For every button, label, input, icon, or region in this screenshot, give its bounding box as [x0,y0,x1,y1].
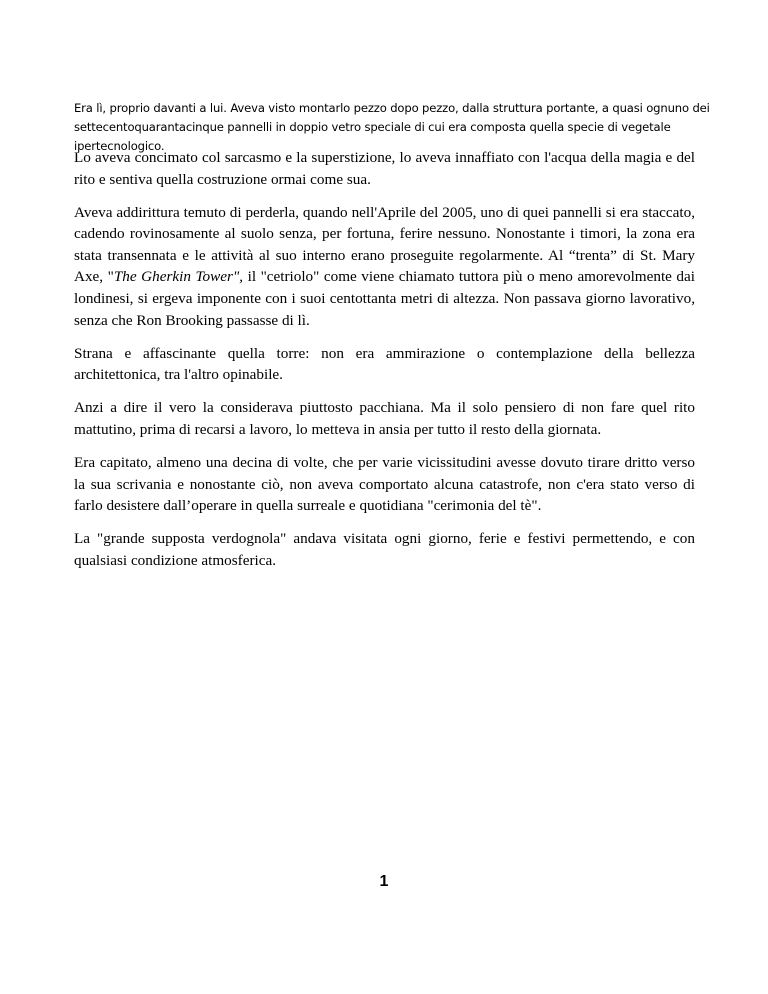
paragraph-1: Lo aveva concimato col sarcasmo e la superstizione, lo aveva innaffiato con l'acqua della magia e del rito e sentiva quella costruzione ormai come sua. [74,149,695,188]
paragraph-2 [74,202,695,332]
paragraph-2-text-end: il "cetriolo" come viene chiamato tuttora più o meno amorevolmente dai londinesi, si ergeva imponente con i suoi centottanta metri di altezza. Non passava giorno lavorativo, senza che Ron Brooking passasse di lì. [74,268,695,329]
paragraph-6: La "grande supposta verdognola" andava visitata ogni giorno, ferie e festivi permettendo, e con qualsiasi condizione atmosferica. [74,530,695,569]
gherkin-tower-title: The Gherkin Tower", [113,268,244,286]
body-text [74,147,695,583]
paragraph-4: Anzi a dire il vero la considerava piuttosto pacchiana. Ma il solo pensiero di non fare quel rito mattutino, prima di recarsi a lavoro, lo metteva in ansia per tutto il resto della giornata. [74,399,695,439]
paragraph-2-text-start: Aveva addirittura temuto di perderla, quando nell'Aprile del 2005, uno di quei pannelli si era staccato, cadendo rovinosamente al suolo senza, per fortuna, ferire nessuno. Nonostante i timori, la zona era stata transennata e le attività al suo interno erano proseguite regolarmente. Al “trenta” di St. Mary Axe, " [74,203,695,286]
paragraph-3: Strana e affascinante quella torre: non era ammirazione o contemplazione della bellezza architettonica, tra l'altro opinabile. [74,344,695,384]
intro-paragraph: Era lì, proprio davanti a lui. Aveva visto montarlo pezzo dopo pezzo, dalla struttura portante, a quasi ognuno dei settecentoquarantacinque pannelli in doppio vetro speciale di cui era composta quella specie di vegetale ipertecnologico. [74,101,710,153]
page-number: 1 [379,873,389,890]
paragraph-5: Era capitato, almeno una decina di volte, che per varie vicissitudini avesse dovuto tirare dritto verso la sua scrivania e nonostante ciò, non aveva comportato alcuna catastrofe, non c'era stato verso di farlo desistere dall’operare in quella surreale e quotidiana "cerimonia del tè". [74,454,695,515]
